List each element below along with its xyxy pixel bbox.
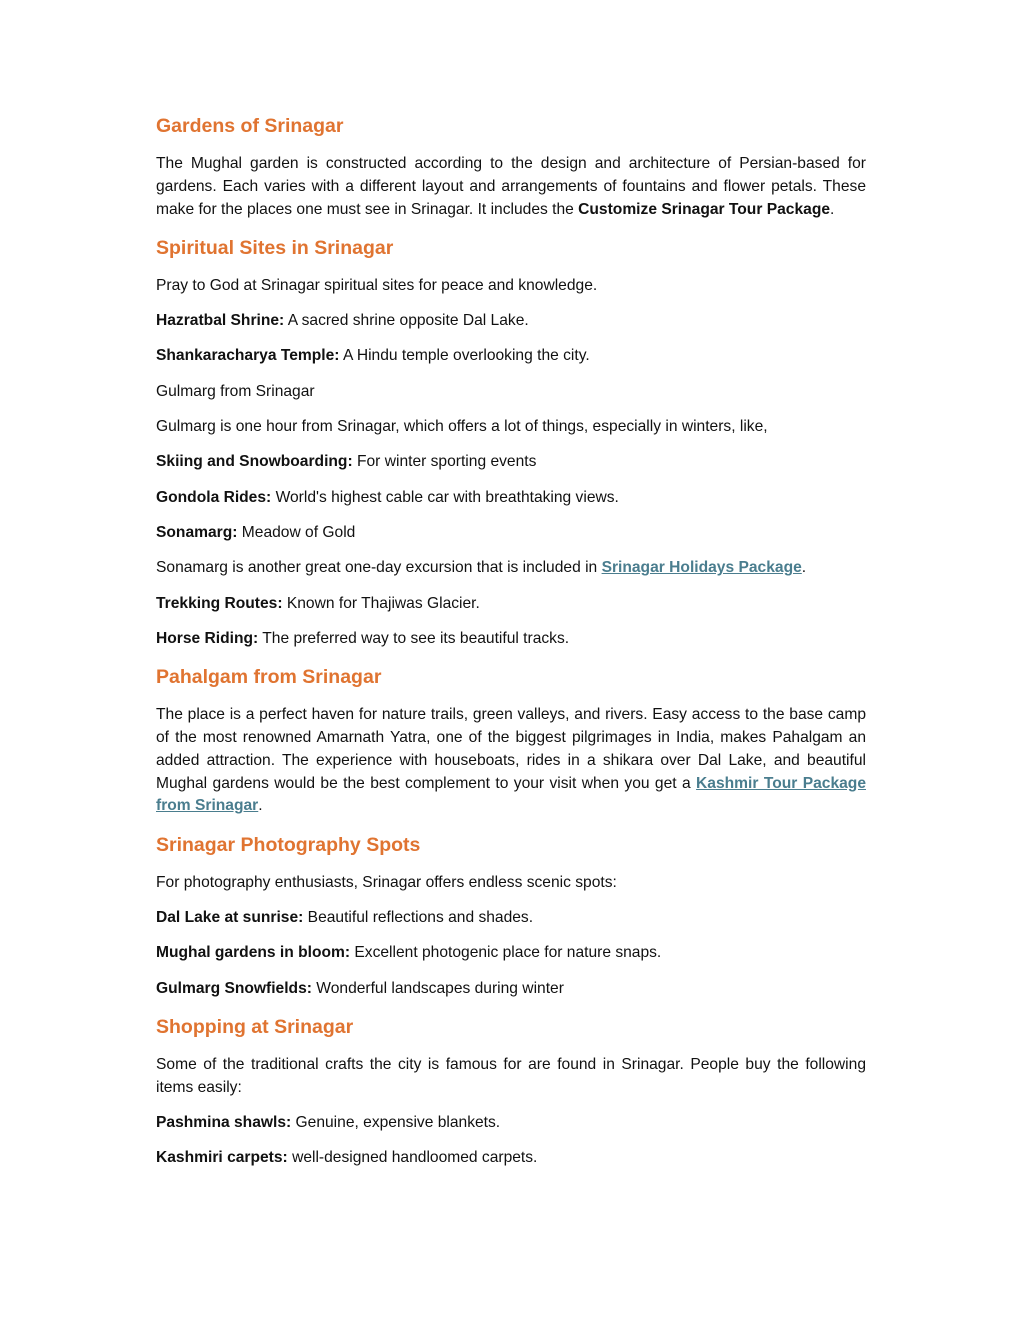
pahalgam-end: .: [258, 797, 263, 815]
srinagar-holidays-package-link[interactable]: Srinagar Holidays Package: [601, 559, 802, 577]
item-desc: well-designed handloomed carpets.: [287, 1149, 538, 1167]
item-desc: Known for Thajiwas Glacier.: [282, 594, 480, 612]
gardens-text: The Mughal garden is constructed according to the design and architecture of Persian-based for gardens. Each varies with a different layout and arrangements of fountains and flower petals. These make for the places one must see in Srinagar. It includes the: [156, 155, 866, 218]
list-item: [156, 907, 866, 930]
item-term: Shankaracharya Temple:: [156, 347, 340, 365]
item-desc: Meadow of Gold: [237, 523, 356, 541]
list-item: [156, 1112, 866, 1135]
spiritual-intro: Pray to God at Srinagar spiritual sites for peace and knowledge.: [156, 276, 598, 294]
list-item: [156, 487, 866, 510]
list-item: [156, 345, 866, 368]
item-term: Gulmarg Snowfields:: [156, 979, 312, 997]
shopping-intro: Some of the traditional crafts the city is famous for are found in Srinagar. People buy the following items easily:: [156, 1055, 866, 1096]
gulmarg-subheading: Gulmarg from Srinagar: [156, 382, 315, 400]
spiritual-heading: Spiritual Sites in Srinagar: [156, 236, 394, 259]
kashmir-tour-package-link[interactable]: Kashmir Tour Package from Srinagar: [156, 774, 866, 815]
item-term: Gondola Rides:: [156, 488, 272, 506]
item-term: Kashmiri carpets:: [156, 1149, 288, 1167]
item-desc: Excellent photogenic place for nature snaps.: [350, 944, 662, 962]
item-term: Skiing and Snowboarding:: [156, 453, 353, 471]
item-desc: Wonderful landscapes during winter: [311, 979, 564, 997]
item-term: Horse Riding:: [156, 629, 259, 647]
pahalgam-text: The place is a perfect haven for nature trails, green valleys, and rivers. Easy access to the base camp of the most renowned Amarnath Yatra, one of the biggest pilgrimages in India, makes Pahalgam an added attraction. The experience with houseboats, rides in a shikara over Dal Lake, and beautiful Mughal gardens would be the best complement to your visit when you get a: [156, 706, 866, 792]
item-term: Sonamarg:: [156, 523, 238, 541]
item-desc: Genuine, expensive blankets.: [291, 1113, 501, 1131]
item-term: Mughal gardens in bloom:: [156, 944, 351, 962]
gulmarg-paragraph: Gulmarg is one hour from Srinagar, which offers a lot of things, especially in winters, like,: [156, 418, 768, 436]
gardens-end: .: [830, 200, 835, 218]
item-term: Trekking Routes:: [156, 594, 283, 612]
list-item: [156, 522, 866, 545]
document-page: [156, 112, 866, 1183]
list-item: [156, 593, 866, 616]
list-item: [156, 451, 866, 474]
item-desc: A Hindu temple overlooking the city.: [339, 347, 590, 365]
pahalgam-paragraph: [156, 704, 866, 818]
gardens-bold: Customize Srinagar Tour Package: [578, 200, 831, 218]
list-item: [156, 942, 866, 965]
sonamarg-end: .: [801, 559, 807, 577]
item-term: Dal Lake at sunrise:: [156, 908, 304, 926]
gardens-heading: Gardens of Srinagar: [156, 115, 344, 137]
photography-heading: Srinagar Photography Spots: [156, 833, 421, 856]
gardens-paragraph: [156, 153, 866, 221]
list-item: [156, 310, 866, 333]
item-desc: For winter sporting events: [352, 453, 537, 471]
list-item: [156, 978, 866, 1001]
photography-intro: For photography enthusiasts, Srinagar offers endless scenic spots:: [156, 873, 617, 891]
item-desc: World's highest cable car with breathtaking views.: [271, 488, 619, 506]
list-item: [156, 628, 866, 651]
shopping-heading: Shopping at Srinagar: [156, 1015, 354, 1038]
item-desc: The preferred way to see its beautiful tracks.: [258, 629, 570, 647]
list-item: [156, 1147, 866, 1170]
item-term: Pashmina shawls:: [156, 1113, 292, 1131]
sonamarg-paragraph: [156, 557, 866, 580]
item-term: Hazratbal Shrine:: [156, 312, 285, 330]
item-desc: A sacred shrine opposite Dal Lake.: [284, 312, 529, 330]
item-desc: Beautiful reflections and shades.: [303, 908, 534, 926]
sonamarg-text: Sonamarg is another great one-day excursion that is included in: [156, 559, 602, 577]
pahalgam-heading: Pahalgam from Srinagar: [156, 666, 382, 689]
